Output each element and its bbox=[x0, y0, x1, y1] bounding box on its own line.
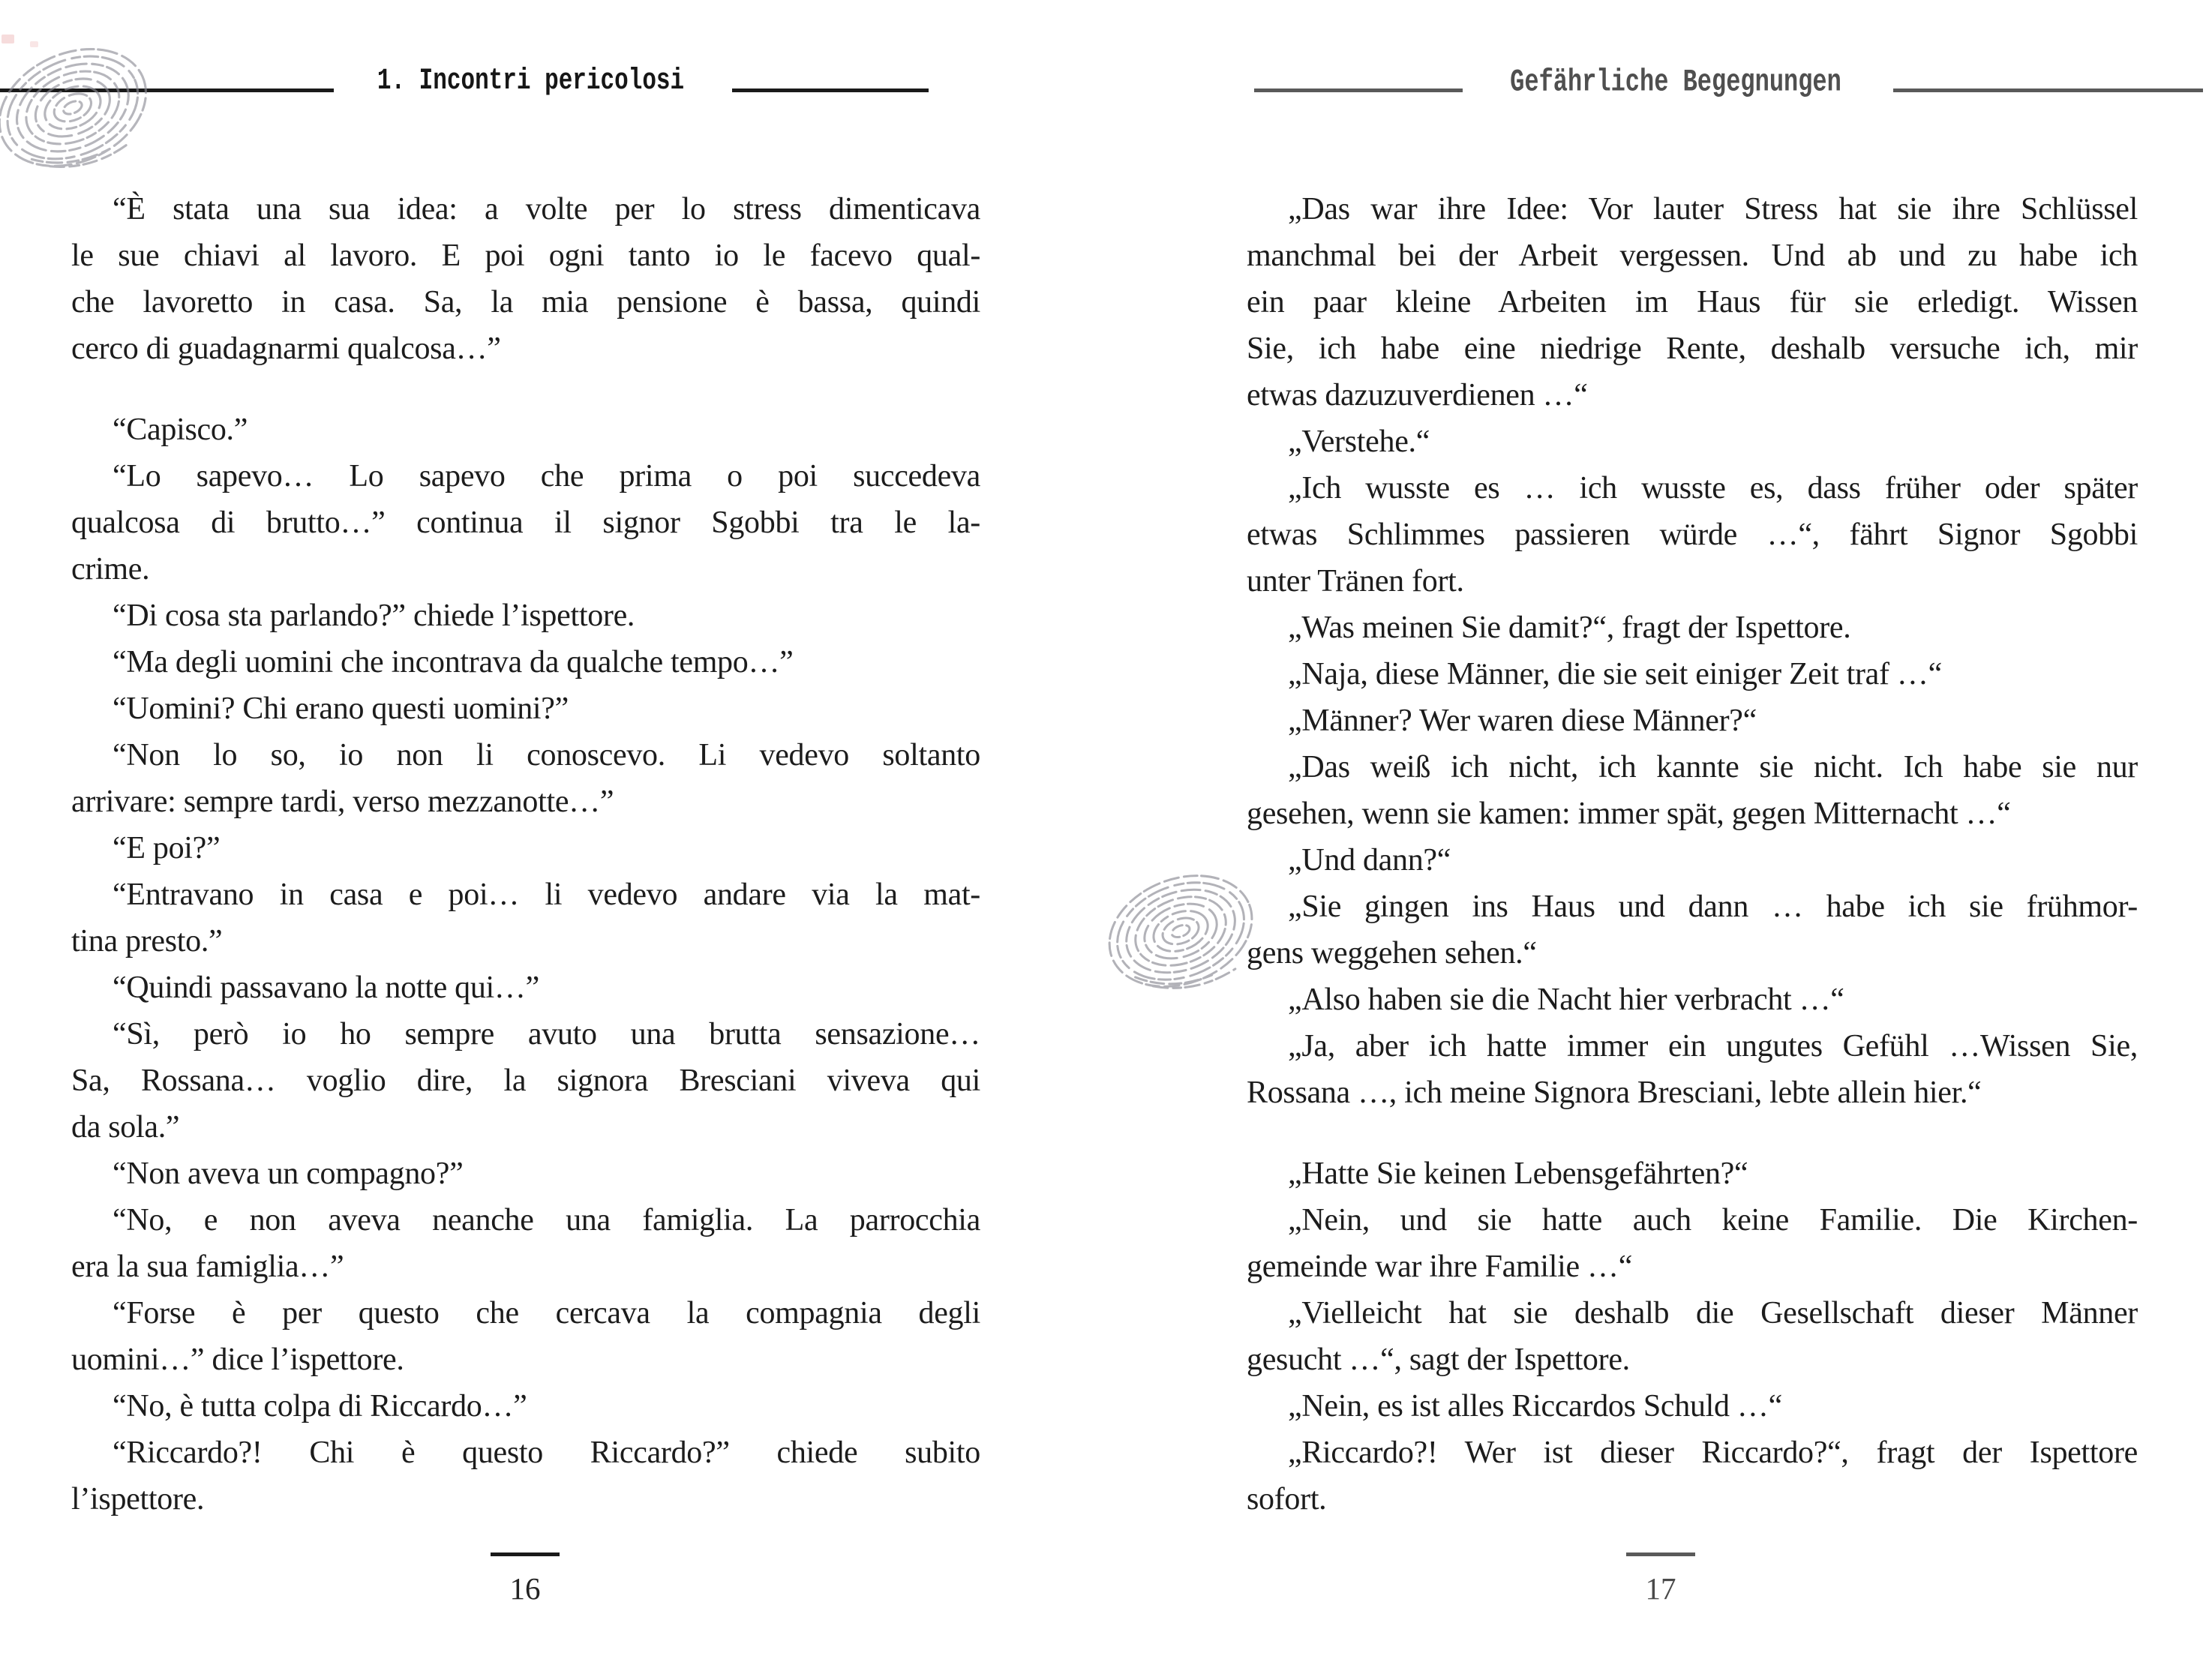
paragraph bbox=[1247, 1150, 2138, 1197]
text-line: da sola.” bbox=[71, 1110, 180, 1144]
text-line: „Männer? Wer waren diese Männer?“ bbox=[1288, 704, 1757, 738]
text-line: Rossana …, ich meine Signora Bresciani, lebte allein hier.“ bbox=[1247, 1076, 1982, 1110]
text-line: „Und dann?“ bbox=[1288, 843, 1451, 878]
print-artifact-mark bbox=[30, 41, 38, 47]
text-line: “Di cosa sta parlando?” chiede l’ispettore. bbox=[113, 598, 635, 633]
paragraph bbox=[1247, 1430, 2138, 1522]
fingerprint-top-left-icon bbox=[0, 15, 177, 204]
text-line: che lavoretto in casa. Sa, la mia pensione è bassa, quindi bbox=[71, 285, 980, 320]
text-line: “Riccardo?! Chi è questo Riccardo?” chiede subito bbox=[113, 1436, 980, 1470]
text-line: gens weggehen sehen.“ bbox=[1247, 936, 1537, 970]
paragraph bbox=[71, 872, 980, 964]
text-line: “Ma degli uomini che incontrava da qualche tempo…” bbox=[113, 645, 794, 680]
text-line: „Das weiß ich nicht, ich kannte sie nicht. Ich habe sie nur bbox=[1288, 750, 2138, 784]
text-line: Sa, Rossana… voglio dire, la signora Bresciani viveva qui bbox=[71, 1064, 980, 1098]
paragraph bbox=[1247, 698, 2138, 744]
paragraph bbox=[71, 964, 980, 1011]
text-line: „Hatte Sie keinen Lebensgefährten?“ bbox=[1288, 1156, 1748, 1191]
left-page-number: 16 bbox=[509, 1571, 541, 1606]
text-line: Sie, ich habe eine niedrige Rente, deshalb versuche ich, mir bbox=[1247, 332, 2138, 366]
paragraph bbox=[71, 1150, 980, 1197]
text-line: „Nein, und sie hatte auch keine Familie. Die Kirchen- bbox=[1288, 1203, 2138, 1238]
text-line: unter Tränen fort. bbox=[1247, 564, 1464, 598]
paragraph bbox=[71, 453, 980, 592]
left-page-chapter-title bbox=[341, 64, 720, 99]
left-header-rule-right bbox=[732, 88, 929, 92]
text-line: l’ispettore. bbox=[71, 1482, 205, 1516]
paragraph bbox=[71, 1430, 980, 1522]
text-line: „Naja, diese Männer, die sie seit einiger Zeit traf …“ bbox=[1288, 657, 1942, 692]
text-line: crime. bbox=[71, 552, 150, 586]
text-line: “Quindi passavano la notte qui…” bbox=[113, 970, 539, 1005]
text-line: qualcosa di brutto…” continua il signor Sgobbi tra le la- bbox=[71, 506, 980, 540]
right-page-text-column bbox=[1247, 186, 2138, 1522]
text-line: „Also haben sie die Nacht hier verbracht …“ bbox=[1288, 982, 1844, 1017]
text-line: tina presto.” bbox=[71, 924, 223, 958]
paragraph bbox=[71, 406, 980, 453]
text-line: “Lo sapevo… Lo sapevo che prima o poi succedeva bbox=[113, 459, 980, 494]
paragraph bbox=[71, 1290, 980, 1383]
text-line: gemeinde war ihre Familie …“ bbox=[1247, 1250, 1633, 1284]
left-footer-rule bbox=[491, 1552, 560, 1556]
paragraph bbox=[71, 825, 980, 872]
text-line: ein paar kleine Arbeiten im Haus für sie erledigt. Wissen bbox=[1247, 285, 2138, 320]
text-line: “Non lo so, io non li conoscevo. Li vedevo soltanto bbox=[113, 738, 980, 772]
paragraph bbox=[71, 639, 980, 686]
left-page-chapter-title-text: 1. Incontri pericolosi bbox=[377, 64, 685, 99]
paragraph bbox=[1247, 744, 2138, 837]
paragraph bbox=[1247, 1290, 2138, 1383]
right-header-rule-left bbox=[1254, 88, 1463, 92]
paragraph bbox=[71, 1011, 980, 1150]
paragraph bbox=[71, 186, 980, 372]
right-page-chapter-title-text: Gefährliche Begegnungen bbox=[1510, 64, 1841, 100]
text-line: “No, e non aveva neanche una famiglia. La parrocchia bbox=[113, 1203, 980, 1238]
text-line: era la sua famiglia…” bbox=[71, 1250, 344, 1284]
text-line: „Nein, es ist alles Riccardos Schuld …“ bbox=[1288, 1389, 1782, 1424]
text-line: sofort. bbox=[1247, 1482, 1327, 1516]
paragraph bbox=[1247, 976, 2138, 1023]
paragraph bbox=[1247, 418, 2138, 465]
text-line: le sue chiavi al lavoro. E poi ogni tanto io le facevo qual- bbox=[71, 238, 980, 273]
text-line: gesehen, wenn sie kamen: immer spät, gegen Mitternacht …“ bbox=[1247, 796, 2011, 831]
paragraph bbox=[1247, 1197, 2138, 1290]
paragraph bbox=[1247, 1383, 2138, 1430]
text-line: „Vielleicht hat sie deshalb die Gesellschaft dieser Männer bbox=[1288, 1296, 2138, 1330]
paragraph bbox=[1247, 651, 2138, 698]
text-line: „Verstehe.“ bbox=[1288, 424, 1430, 459]
text-line: “Uomini? Chi erano questi uomini?” bbox=[113, 692, 569, 726]
paragraph bbox=[71, 686, 980, 732]
right-page-chapter-title bbox=[1469, 64, 1883, 100]
text-line: “Sì, però io ho sempre avuto una brutta sensazione… bbox=[113, 1017, 980, 1052]
right-header-rule-right bbox=[1893, 88, 2203, 92]
paragraph bbox=[71, 732, 980, 825]
text-line: „Das war ihre Idee: Vor lauter Stress hat sie ihre Schlüssel bbox=[1288, 192, 2138, 226]
text-line: „Ich wusste es … ich wusste es, dass früher oder später bbox=[1288, 471, 2138, 506]
right-page-number: 17 bbox=[1645, 1571, 1676, 1606]
paragraph bbox=[71, 1197, 980, 1290]
text-line: etwas Schlimmes passieren würde …“, fährt Signor Sgobbi bbox=[1247, 518, 2138, 552]
text-line: cerco di guadagnarmi qualcosa…” bbox=[71, 332, 501, 366]
paragraph bbox=[1247, 1023, 2138, 1116]
text-line: “Entravano in casa e poi… li vedevo andare via la mat- bbox=[113, 878, 980, 912]
text-line: “E poi?” bbox=[113, 831, 221, 866]
print-artifact-mark bbox=[2, 34, 14, 44]
right-footer-rule bbox=[1626, 1552, 1695, 1556]
paragraph bbox=[1247, 186, 2138, 418]
text-line: uomini…” dice l’ispettore. bbox=[71, 1342, 404, 1377]
text-line: “Non aveva un compagno?” bbox=[113, 1156, 464, 1191]
text-line: „Riccardo?! Wer ist dieser Riccardo?“, fragt der Ispettore bbox=[1288, 1436, 2138, 1470]
paragraph bbox=[71, 592, 980, 639]
left-page-text-column bbox=[71, 186, 980, 1522]
text-line: arrivare: sempre tardi, verso mezzanotte…” bbox=[71, 784, 614, 819]
text-line: gesucht …“, sagt der Ispettore. bbox=[1247, 1342, 1630, 1377]
text-line: “Capisco.” bbox=[113, 412, 248, 447]
paragraph bbox=[71, 1383, 980, 1430]
paragraph bbox=[1247, 604, 2138, 651]
paragraph bbox=[1247, 884, 2138, 976]
text-line: „Ja, aber ich hatte immer ein ungutes Gefühl …Wissen Sie, bbox=[1288, 1029, 2138, 1064]
text-line: “No, è tutta colpa di Riccardo…” bbox=[113, 1389, 527, 1424]
text-line: „Sie gingen ins Haus und dann … habe ich sie frühmor- bbox=[1288, 890, 2138, 924]
paragraph bbox=[1247, 465, 2138, 604]
text-line: “È stata una sua idea: a volte per lo stress dimenticava bbox=[113, 192, 980, 226]
text-line: manchmal bei der Arbeit vergessen. Und ab und zu habe ich bbox=[1247, 238, 2138, 273]
text-line: „Was meinen Sie damit?“, fragt der Ispettore. bbox=[1288, 610, 1851, 645]
text-line: “Forse è per questo che cercava la compagnia degli bbox=[113, 1296, 980, 1330]
paragraph bbox=[1247, 837, 2138, 884]
text-line: etwas dazuzuverdienen …“ bbox=[1247, 378, 1588, 412]
